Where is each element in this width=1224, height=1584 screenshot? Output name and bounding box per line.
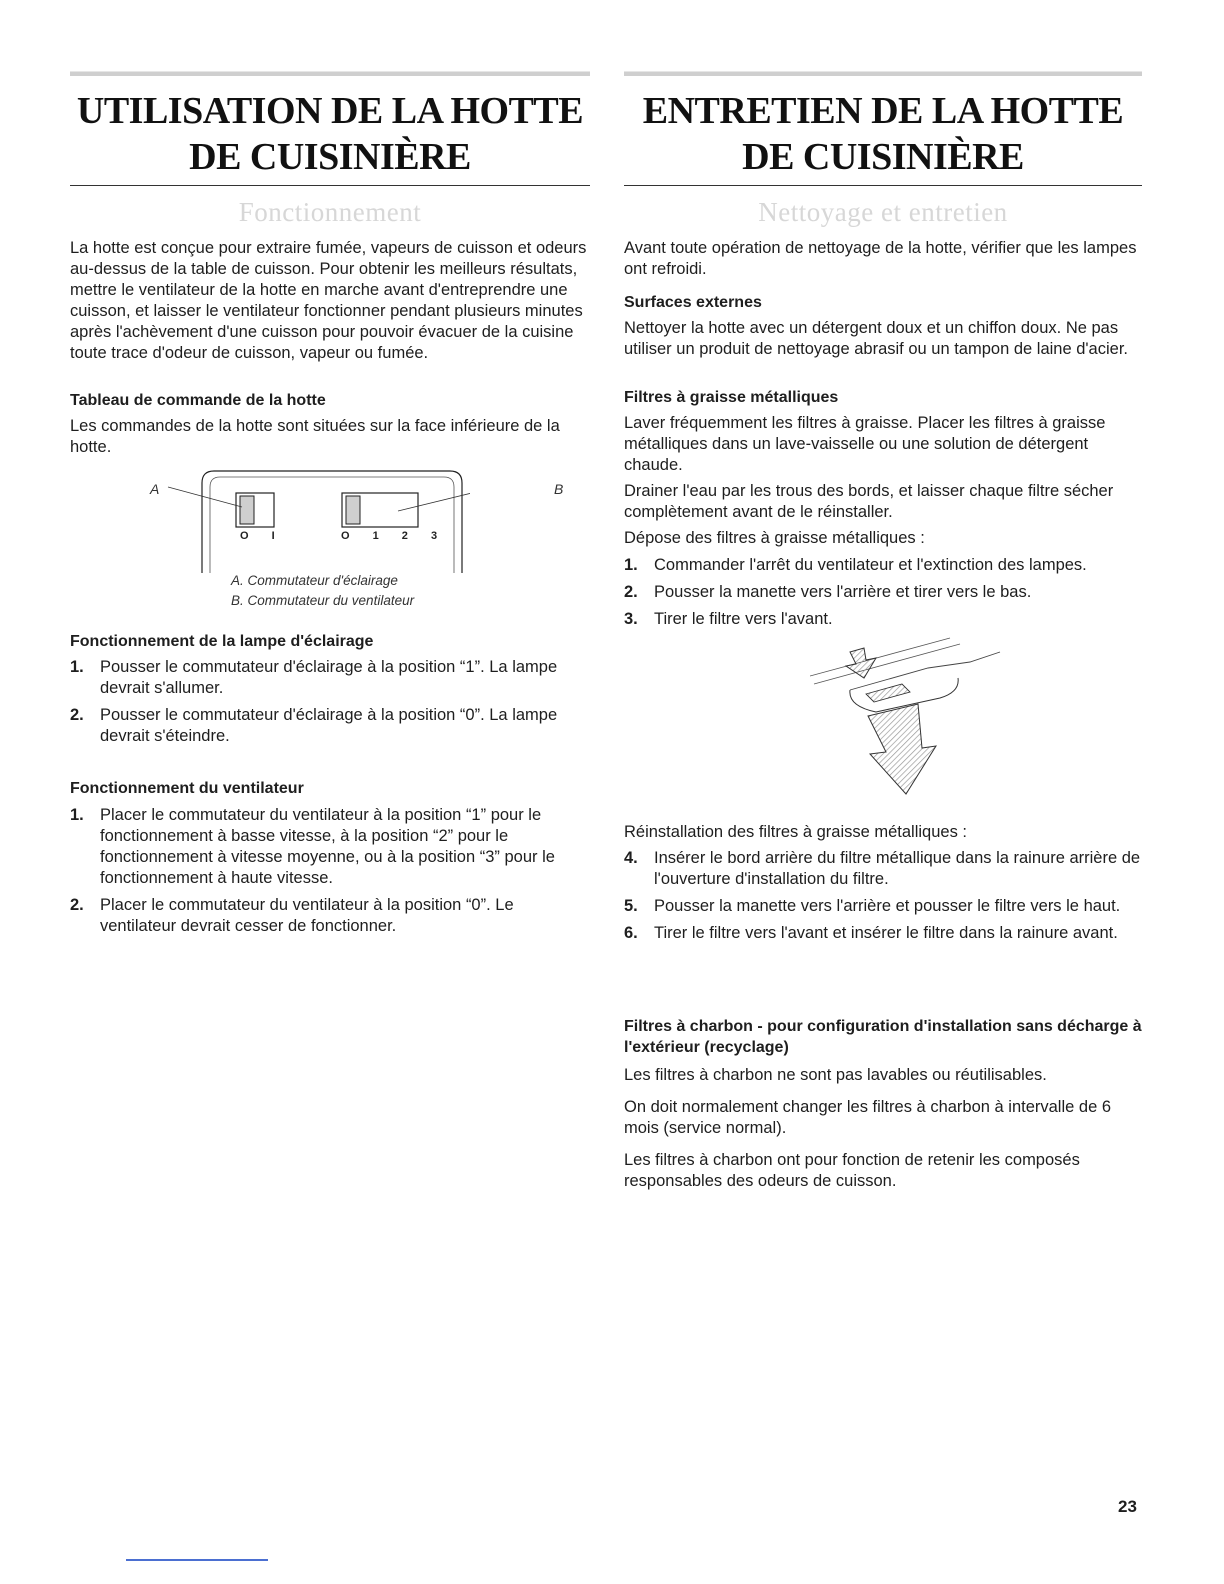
filter-removal-drawing [810,634,1150,804]
fan-switch-positions: O 1 2 3 [341,530,448,542]
reinstall-steps [624,848,1142,950]
charcoal-heading: Filtres à charbon - pour configuration d'installation sans décharge à l'extérieur (recyclage) [624,1018,1142,1056]
control-panel-text: Les commandes de la hotte sont situées sur la face inférieure de la hotte. [70,417,560,456]
fan-steps [70,805,590,943]
lamp-heading: Fonctionnement de la lampe d'éclairage [70,633,374,650]
light-switch-positions: O I [240,530,285,542]
fan-heading: Fonctionnement du ventilateur [70,780,304,797]
control-panel-heading: Tableau de commande de la hotte [70,392,326,409]
list-item: 1. Commander l'arrêt du ventilateur et l'extinction des lampes. [624,556,1087,574]
page-number: 23 [1118,1497,1137,1516]
top-rule [70,71,590,76]
list-item: 2. Placer le commutateur du ventilateur à la position “0”. Le ventilateur devrait cesser de fonctionner. [70,896,514,935]
section-subtitle: Nettoyage et entretien [758,197,1008,227]
reinstall-intro: Réinstallation des filtres à graisse métalliques : [624,823,967,841]
list-item: 2. Pousser la manette vers l'arrière et tirer vers le bas. [624,583,1032,601]
caption-b: B. Commutateur du ventilateur [231,593,415,608]
list-item: 6. Tirer le filtre vers l'avant et insérer le filtre dans la rainure avant. [624,924,1118,942]
removal-intro: Dépose des filtres à graisse métalliques : [624,529,925,547]
list-item: 3. Tirer le filtre vers l'avant. [624,610,833,628]
title-rule [624,185,1142,186]
charcoal-text-3: Les filtres à charbon ont pour fonction de retenir les composés responsables des odeurs de cuisson. [624,1151,1080,1190]
removal-steps [624,555,1142,636]
control-panel-diagram [150,465,564,577]
list-item: 5. Pousser la manette vers l'arrière et pousser le filtre vers le haut. [624,897,1121,915]
surfaces-heading: Surfaces externes [624,294,762,311]
list-item: 4. Insérer le bord arrière du filtre métallique dans la rainure arrière de l'ouverture d'installation du filtre. [624,849,1141,888]
list-item: 1. Placer le commutateur du ventilateur à la position “1” pour le fonctionnement à basse vitesse, à la position “2” pour le fonctionnement à vitesse moyenne, ou à la position “3” pour le fonctionnement à haute vitesse. [70,806,555,887]
charcoal-text-2: On doit normalement changer les filtres à charbon à intervalle de 6 mois (service normal). [624,1098,1112,1137]
control-panel-drawing [150,465,470,577]
grease-text-2: Drainer l'eau par les trous des bords, et laisser chaque filtre sécher complètement avant de le réinstaller. [624,482,1114,521]
intro-paragraph: Avant toute opération de nettoyage de la hotte, vérifier que les lampes ont refroidi. [624,239,1137,278]
charcoal-text-1: Les filtres à charbon ne sont pas lavables ou réutilisables. [624,1066,1047,1084]
caption-a: A. Commutateur d'éclairage [231,573,398,588]
footer-link-line [126,1559,268,1561]
grease-heading: Filtres à graisse métalliques [624,389,839,406]
list-item: 1. Pousser le commutateur d'éclairage à la position “1”. La lampe devrait s'allumer. [70,658,558,697]
list-item: 2. Pousser le commutateur d'éclairage à la position “0”. La lampe devrait s'éteindre. [70,706,558,745]
intro-paragraph: La hotte est conçue pour extraire fumée, vapeurs de cuisson et odeurs au-dessus de la table de cuisson. Pour obtenir les meilleurs résultats, mettre le ventilateur de la hotte en marche avant d'entreprendre une cuisson, et laisser le ventilateur fonctionner pendant plusieurs minutes après l'achèvement d'une cuisson pour pouvoir évacuer de la cuisine toute trace d'odeur de cuisson, vapeur ou fumée. [70,239,587,362]
label-b: B [554,481,564,497]
lamp-steps [70,657,590,753]
page-title: ENTRETIEN DE LA HOTTE DE CUISINIÈRE [642,90,1124,178]
filter-removal-illustration [810,634,1150,804]
page-title: UTILISATION DE LA HOTTE DE CUISINIÈRE [76,90,584,178]
grease-text-1: Laver fréquemment les filtres à graisse. Placer les filtres à graisse métalliques dans un lave-vaisselle ou une solution de détergent chaude. [624,414,1106,474]
label-a: A [150,481,160,497]
top-rule [624,71,1142,76]
section-subtitle: Fonctionnement [238,197,422,227]
surfaces-text: Nettoyer la hotte avec un détergent doux et un chiffon doux. Ne pas utiliser un produit de nettoyage abrasif ou un tampon de laine d'acier. [624,319,1128,358]
title-rule [70,185,590,186]
